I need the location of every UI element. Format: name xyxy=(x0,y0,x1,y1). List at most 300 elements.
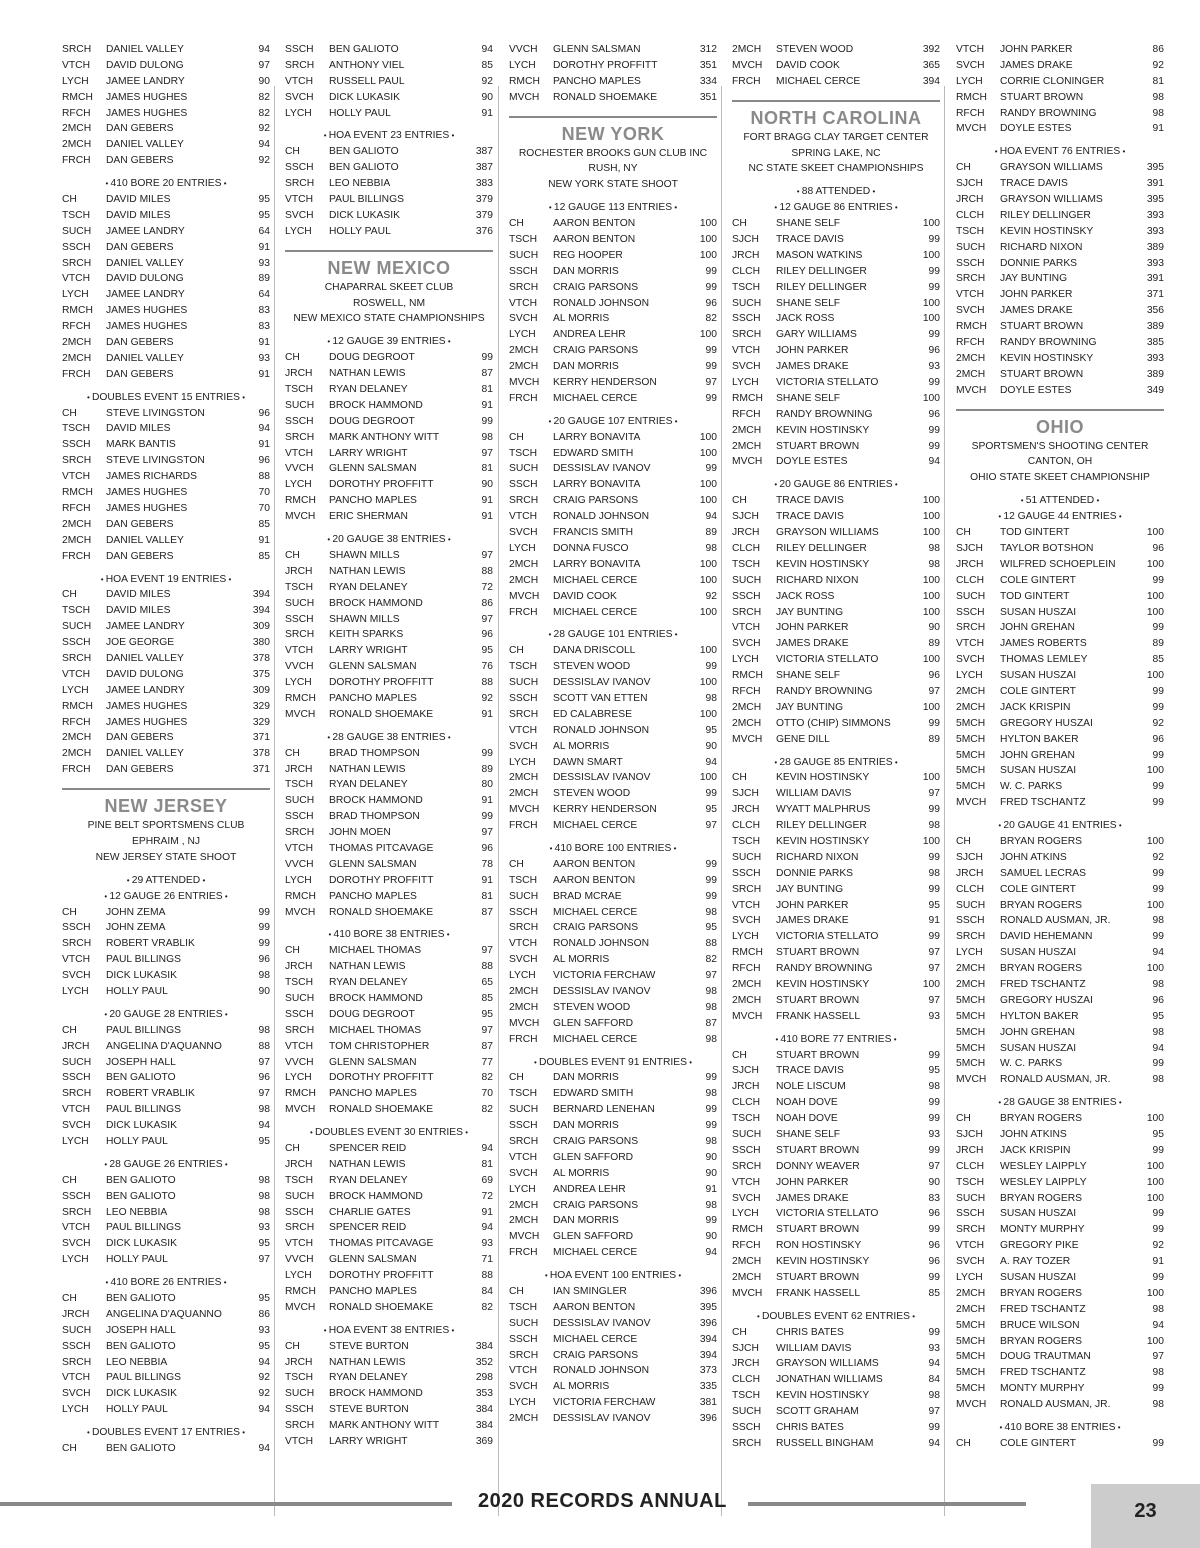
bullet-left: • xyxy=(998,1098,1004,1108)
class-code: VTCH xyxy=(62,471,91,483)
result-row xyxy=(62,303,270,319)
score: 88 xyxy=(705,938,717,950)
class-code: CH xyxy=(732,218,747,230)
score: 99 xyxy=(1152,622,1164,634)
result-row xyxy=(509,818,717,834)
shooter-name: HYLTON BAKER xyxy=(1000,1010,1079,1022)
class-code: 2MCH xyxy=(732,1272,762,1284)
class-code: FRCH xyxy=(732,75,761,87)
score: 96 xyxy=(1152,733,1164,745)
shooter-name: RANDY BROWNING xyxy=(776,685,873,697)
shooter-name: JOHN PARKER xyxy=(776,1176,849,1188)
class-code: RFCH xyxy=(732,408,761,420)
shooter-name: LEO NEBBIA xyxy=(329,178,391,190)
score: 99 xyxy=(705,345,717,357)
class-code: CH xyxy=(62,407,77,419)
score: 97 xyxy=(481,549,493,561)
shooter-name: GLENN SALSMAN xyxy=(329,1254,417,1266)
shooter-name: STUART BROWN xyxy=(1000,91,1084,103)
result-row xyxy=(956,1397,1164,1413)
class-code: JRCH xyxy=(732,804,760,816)
bullet-left: • xyxy=(544,1271,550,1281)
class-code: SUCH xyxy=(509,463,539,475)
shooter-name: CRAIG PARSONS xyxy=(553,281,639,293)
shooter-name: DAVID COOK xyxy=(776,59,840,71)
result-row xyxy=(732,1388,940,1404)
result-row xyxy=(285,176,493,192)
class-code: SRCH xyxy=(509,1136,539,1147)
score: 100 xyxy=(922,606,940,618)
event-header xyxy=(285,927,493,943)
class-code: LYCH xyxy=(509,59,536,71)
result-row xyxy=(62,1070,270,1086)
state-section xyxy=(956,409,1164,487)
event-title: DOUBLES EVENT 62 ENTRIES xyxy=(761,1310,911,1322)
event-title: HOA EVENT 76 ENTRIES xyxy=(999,146,1121,158)
class-code: SSCH xyxy=(62,241,91,253)
class-code: SRCH xyxy=(285,59,315,71)
bullet-right: • xyxy=(870,187,876,197)
result-row xyxy=(509,1229,717,1245)
shooter-name: RANDY BROWNING xyxy=(776,408,873,420)
shooter-name: STUART BROWN xyxy=(776,994,860,1006)
results-column xyxy=(956,42,1164,1452)
class-code: SSCH xyxy=(62,637,91,649)
shooter-name: JACK KRISPIN xyxy=(1000,1144,1071,1156)
result-row xyxy=(732,296,940,312)
shooter-name: DICK LUKASIK xyxy=(106,1388,177,1400)
result-row xyxy=(62,208,270,224)
shooter-name: ANGELINA D'AQUANNO xyxy=(106,1308,222,1320)
result-row xyxy=(509,248,717,264)
score: 97 xyxy=(928,1406,940,1418)
shooter-name: MICHAEL THOMAS xyxy=(329,945,422,957)
class-code: 5MCH xyxy=(956,1335,986,1347)
score: 92 xyxy=(258,1372,270,1384)
shooter-name: CORRIE CLONINGER xyxy=(1000,75,1105,87)
score: 70 xyxy=(481,1088,493,1100)
bullet-left: • xyxy=(104,1009,110,1019)
class-code: SRCH xyxy=(285,1222,315,1234)
score: 91 xyxy=(481,107,493,119)
class-code: 2MCH xyxy=(509,345,539,357)
result-row xyxy=(285,1355,493,1371)
class-code: SUCH xyxy=(732,574,762,586)
score: 99 xyxy=(481,352,493,364)
score: 387 xyxy=(475,162,493,174)
result-row xyxy=(509,707,717,723)
shooter-name: GREGORY PIKE xyxy=(1000,1240,1079,1252)
class-code: SRCH xyxy=(62,1356,92,1368)
shooter-name: VICTORIA STELLATO xyxy=(776,377,879,389)
result-row xyxy=(956,589,1164,605)
score: 95 xyxy=(258,1238,270,1250)
score: 90 xyxy=(928,1176,940,1188)
shooter-name: RONALD AUSMAN, JR. xyxy=(1000,915,1111,927)
result-row xyxy=(62,920,270,936)
score: 95 xyxy=(1152,1010,1164,1022)
shooter-name: JAMEE LANDRY xyxy=(106,684,185,696)
class-code: SSCH xyxy=(509,479,538,491)
result-row xyxy=(62,351,270,367)
result-row xyxy=(285,1055,493,1071)
score: 85 xyxy=(258,550,270,562)
score: 95 xyxy=(481,645,493,657)
score: 371 xyxy=(252,764,270,776)
shooter-name: MICHAEL THOMAS xyxy=(329,1024,422,1036)
score: 100 xyxy=(922,574,940,586)
shooter-name: DONNA FUSCO xyxy=(553,542,629,554)
shooter-name: STUART BROWN xyxy=(776,440,860,452)
class-code: SRCH xyxy=(62,257,92,269)
score: 99 xyxy=(481,415,493,427)
score: 100 xyxy=(1146,606,1164,618)
class-code: LYCH xyxy=(509,1397,536,1409)
shooter-name: HOLLY PAUL xyxy=(329,107,391,119)
class-code: SUCH xyxy=(732,1129,762,1140)
score: 99 xyxy=(1152,931,1164,943)
bullet-left: • xyxy=(998,821,1004,831)
event-header xyxy=(62,176,270,192)
result-row xyxy=(732,636,940,652)
class-code: SJCH xyxy=(732,1342,759,1354)
event-title: 410 BORE 26 ENTRIES xyxy=(110,1277,222,1289)
shooter-name: GREGORY HUSZAI xyxy=(1000,994,1093,1006)
result-row xyxy=(956,605,1164,621)
shooter-name: JOHN MOEN xyxy=(329,827,391,839)
score: 99 xyxy=(1152,1272,1164,1284)
score: 393 xyxy=(1146,352,1164,364)
result-row xyxy=(62,1355,270,1371)
shooter-name: AL MORRIS xyxy=(553,740,610,752)
class-code: RMCH xyxy=(62,91,93,103)
class-code: CH xyxy=(285,1143,300,1154)
shooter-name: DICK LUKASIK xyxy=(106,1120,177,1132)
class-code: RMCH xyxy=(956,321,987,333)
bullet-right: • xyxy=(445,732,451,742)
shooter-name: ANGELINA D'AQUANNO xyxy=(106,1040,222,1052)
class-code: CLCH xyxy=(956,574,985,586)
result-row xyxy=(285,762,493,778)
shooter-name: KERRY HENDERSON xyxy=(553,804,657,816)
result-row xyxy=(285,90,493,106)
result-row xyxy=(509,1395,717,1411)
shooter-name: DAN MORRIS xyxy=(553,1072,619,1084)
result-row xyxy=(285,1157,493,1173)
score: 98 xyxy=(705,1001,717,1013)
score: 99 xyxy=(928,281,940,293)
result-row xyxy=(732,1009,940,1025)
shooter-name: DONNIE PARKS xyxy=(1000,257,1078,269)
score: 351 xyxy=(699,91,717,103)
result-row xyxy=(509,264,717,280)
score: 98 xyxy=(705,906,717,918)
class-code: 2MCH xyxy=(509,574,539,586)
shooter-name: LARRY WRIGHT xyxy=(329,645,408,657)
result-row xyxy=(509,1363,717,1379)
class-code: LYCH xyxy=(285,677,312,689)
shooter-name: CHARLIE GATES xyxy=(329,1206,411,1218)
shooter-name: GLENN SALSMAN xyxy=(329,661,417,673)
event-title: 12 GAUGE 86 ENTRIES xyxy=(779,202,893,214)
shooter-name: STEVE LIVINGSTON xyxy=(106,407,205,419)
result-row xyxy=(732,391,940,407)
shooter-name: ED CALABRESE xyxy=(553,708,632,720)
shooter-name: AARON BENTON xyxy=(553,218,636,230)
class-code: 2MCH xyxy=(732,1256,762,1268)
result-row xyxy=(509,525,717,541)
result-row xyxy=(732,343,940,359)
event-header xyxy=(285,1323,493,1339)
result-row xyxy=(509,557,717,573)
shooter-name: TRACE DAVIS xyxy=(776,1065,844,1077)
shooter-name: LARRY BONAVITA xyxy=(553,558,641,570)
shooter-name: AL MORRIS xyxy=(553,1381,610,1393)
column-divider xyxy=(498,86,499,1516)
event-header xyxy=(509,1055,717,1071)
class-code: LYCH xyxy=(732,1208,759,1220)
shooter-name: IAN SMINGLER xyxy=(553,1286,627,1298)
class-code: SUCH xyxy=(509,890,539,902)
result-row xyxy=(732,1143,940,1159)
score: 395 xyxy=(699,1301,717,1313)
result-row xyxy=(509,1379,717,1395)
result-row xyxy=(62,762,270,778)
score: 99 xyxy=(928,717,940,729)
class-code: VTCH xyxy=(732,1176,761,1188)
score: 387 xyxy=(475,146,493,158)
class-code: RMCH xyxy=(509,75,540,87)
bullet-left: • xyxy=(323,1325,329,1335)
score: 96 xyxy=(928,408,940,420)
shooter-name: FRED TSCHANTZ xyxy=(1000,797,1086,809)
shooter-name: MICHAEL CERCE xyxy=(553,606,638,618)
result-row xyxy=(285,1023,493,1039)
class-code: 2MCH xyxy=(62,352,92,364)
class-code: CH xyxy=(62,906,77,918)
score: 389 xyxy=(1146,368,1164,380)
state-section xyxy=(509,116,717,194)
class-code: RFCH xyxy=(62,502,91,514)
class-code: TSCH xyxy=(285,779,314,791)
score: 98 xyxy=(705,985,717,997)
shooter-name: PANCHO MAPLES xyxy=(329,1286,417,1298)
result-row xyxy=(62,1055,270,1071)
class-code: TSCH xyxy=(732,1390,761,1402)
venue-line: CHAPARRAL SKEET CLUB xyxy=(324,281,454,293)
result-row xyxy=(956,1334,1164,1350)
event-title: 410 BORE 38 ENTRIES xyxy=(1004,1422,1116,1434)
score: 70 xyxy=(258,502,270,514)
shooter-name: MICHAEL CERCE xyxy=(553,1247,638,1259)
bullet-left: • xyxy=(327,535,333,545)
class-code: TSCH xyxy=(509,874,538,886)
result-row xyxy=(509,1348,717,1364)
shooter-name: LEO NEBBIA xyxy=(106,1356,168,1368)
class-code: SVCH xyxy=(732,361,761,373)
result-row xyxy=(732,589,940,605)
score: 96 xyxy=(258,954,270,966)
shooter-name: GLEN SAFFORD xyxy=(553,1017,634,1029)
score: 70 xyxy=(258,487,270,499)
class-code: SRCH xyxy=(285,827,315,839)
shooter-name: BEN GALIOTO xyxy=(329,146,399,158)
result-row xyxy=(509,391,717,407)
shooter-name: SCOTT GRAHAM xyxy=(776,1406,859,1418)
shooter-name: DANA DRISCOLL xyxy=(553,645,636,657)
event-title: DOUBLES EVENT 15 ENTRIES xyxy=(91,391,241,403)
shooter-name: KEVIN HOSTINSKY xyxy=(776,835,870,847)
shooter-name: RONALD JOHNSON xyxy=(553,938,650,950)
score: 96 xyxy=(1152,542,1164,554)
score: 393 xyxy=(1146,257,1164,269)
result-row xyxy=(285,446,493,462)
result-row xyxy=(285,991,493,1007)
score: 92 xyxy=(481,692,493,704)
class-code: SRCH xyxy=(732,606,762,618)
score: 100 xyxy=(922,701,940,713)
result-row xyxy=(732,423,940,439)
shooter-name: JOE GEORGE xyxy=(106,637,175,649)
result-row xyxy=(956,1302,1164,1318)
result-row xyxy=(732,732,940,748)
result-row xyxy=(62,1323,270,1339)
class-code: SSCH xyxy=(62,1072,91,1084)
score: 98 xyxy=(928,867,940,879)
class-code: MVCH xyxy=(732,456,763,468)
score: 391 xyxy=(1146,273,1164,285)
result-row xyxy=(285,675,493,691)
shooter-name: JACK ROSS xyxy=(776,590,835,602)
class-code: SUCH xyxy=(62,1056,92,1068)
score: 100 xyxy=(1146,590,1164,602)
score: 99 xyxy=(258,906,270,918)
bullet-left: • xyxy=(328,930,334,940)
score: 91 xyxy=(481,795,493,807)
result-row xyxy=(285,430,493,446)
bullet-right: • xyxy=(672,416,678,426)
result-row xyxy=(509,920,717,936)
result-row xyxy=(956,541,1164,557)
shooter-name: GLENN SALSMAN xyxy=(329,1056,417,1068)
class-code: SRCH xyxy=(285,629,315,641)
shooter-name: DESSISLAV IVANOV xyxy=(553,1413,651,1425)
class-code: MVCH xyxy=(956,123,987,135)
result-row xyxy=(285,1189,493,1205)
score: 81 xyxy=(481,384,493,396)
result-row xyxy=(285,1418,493,1434)
bullet-left: • xyxy=(999,1423,1005,1433)
score: 384 xyxy=(475,1420,493,1432)
result-row xyxy=(509,42,717,58)
result-row xyxy=(285,793,493,809)
class-code: TSCH xyxy=(956,1176,985,1188)
score: 91 xyxy=(1152,123,1164,135)
event-header xyxy=(509,414,717,430)
result-row xyxy=(956,1025,1164,1041)
result-row xyxy=(62,603,270,619)
score: 97 xyxy=(928,685,940,697)
score: 95 xyxy=(481,1008,493,1020)
score: 93 xyxy=(258,1222,270,1234)
result-row xyxy=(62,287,270,303)
class-code: SSCH xyxy=(732,1144,761,1156)
class-code: SUCH xyxy=(509,1317,539,1329)
score: 100 xyxy=(1146,1113,1164,1125)
result-row xyxy=(956,1381,1164,1397)
shooter-name: VICTORIA FERCHAW xyxy=(553,1397,656,1409)
shooter-name: MICHAEL CERCE xyxy=(553,1333,638,1345)
class-code: JRCH xyxy=(285,565,313,577)
shooter-name: GLENN SALSMAN xyxy=(329,463,417,475)
score: 99 xyxy=(928,440,940,452)
class-code: 2MCH xyxy=(509,985,539,997)
score: 100 xyxy=(922,511,940,523)
shooter-name: HOLLY PAUL xyxy=(106,985,168,997)
class-code: CH xyxy=(732,495,747,507)
shooter-name: BRYAN ROGERS xyxy=(1000,1335,1083,1347)
result-row xyxy=(285,509,493,525)
result-row xyxy=(732,1191,940,1207)
score: 98 xyxy=(928,558,940,570)
result-row xyxy=(509,573,717,589)
result-row xyxy=(509,58,717,74)
class-code: 2MCH xyxy=(62,748,92,760)
result-row xyxy=(62,984,270,1000)
score: 100 xyxy=(1146,1287,1164,1299)
result-row xyxy=(62,437,270,453)
score: 392 xyxy=(922,44,940,55)
result-row xyxy=(732,1175,940,1191)
score: 96 xyxy=(481,842,493,854)
result-row xyxy=(956,525,1164,541)
bullet-right: • xyxy=(672,630,678,640)
result-row xyxy=(62,968,270,984)
score: 356 xyxy=(1146,305,1164,317)
result-row xyxy=(732,993,940,1009)
score: 97 xyxy=(928,947,940,959)
result-row xyxy=(732,74,940,90)
class-code: LYCH xyxy=(956,947,983,959)
score: 96 xyxy=(258,455,270,467)
result-row xyxy=(732,1270,940,1286)
score: 100 xyxy=(699,329,717,341)
class-code: SUCH xyxy=(285,992,315,1004)
class-code: SUCH xyxy=(956,899,986,911)
score: 98 xyxy=(928,820,940,832)
result-row xyxy=(732,1372,940,1388)
score: 99 xyxy=(1152,1144,1164,1156)
bullet-right: • xyxy=(672,203,678,213)
result-row xyxy=(732,573,940,589)
result-row xyxy=(732,42,940,58)
score: 95 xyxy=(258,194,270,206)
score: 85 xyxy=(928,1287,940,1299)
class-code: SRCH xyxy=(285,1420,315,1432)
shooter-name: DAVID DULONG xyxy=(106,59,184,71)
result-row xyxy=(509,802,717,818)
class-code: SUCH xyxy=(956,241,986,253)
score: 97 xyxy=(705,377,717,389)
class-code: VVCH xyxy=(285,858,314,870)
shooter-name: EDWARD SMITH xyxy=(553,447,634,459)
class-code: SJCH xyxy=(732,1065,759,1077)
class-code: SVCH xyxy=(62,1120,91,1132)
class-code: SSCH xyxy=(285,1404,314,1416)
class-code: SSCH xyxy=(62,1340,91,1352)
class-code: TSCH xyxy=(285,581,314,593)
score: 90 xyxy=(705,1167,717,1179)
